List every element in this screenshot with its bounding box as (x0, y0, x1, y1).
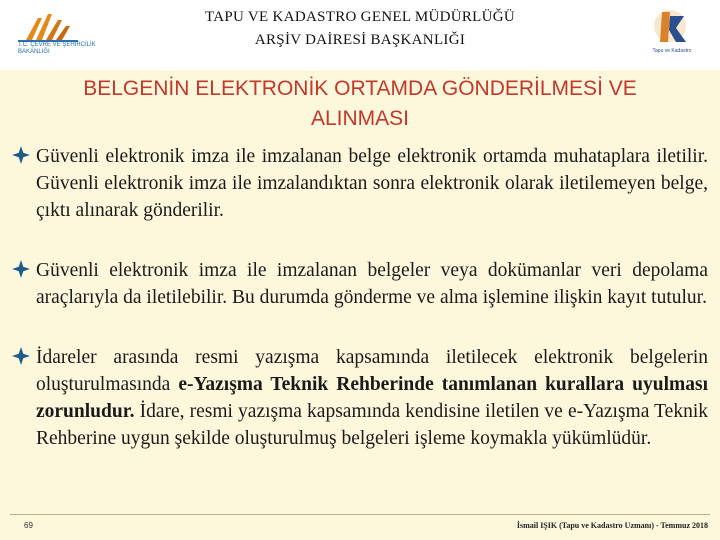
footer-credit: İsmail IŞIK (Tapu ve Kadastro Uzmanı) - Temmuz 2018 (516, 521, 708, 530)
bullet-text-pre: İdareler arasında resmi yazışma kapsamında iletilecek elektronik belgelerin oluşturulmasında (36, 347, 708, 395)
bullet-item (10, 257, 708, 311)
ministry-logo-icon (8, 10, 126, 44)
bullet-text-post: İdare, resmi yazışma kapsamında kendisine iletilen ve e-Yazışma Teknik Rehberine uygun şekilde oluşturulmuş belgeleri işleme koymakla yükümlüdür. (36, 401, 708, 449)
bullet-item (10, 143, 708, 224)
header-line-2: ARŞİV DAİRESİ BAŞKANLIĞI (254, 32, 466, 48)
header-line-1: TAPU VE KADASTRO GENEL MÜDÜRLÜĞÜ (204, 9, 516, 25)
ministry-text: T.C. ÇEVRE VE ŞEHİRCİLİK BAKANLIĞI (18, 42, 96, 55)
tkgm-logo (640, 6, 704, 66)
bullet-text-bold: e-Yazışma Teknik Rehberinde tanımlanan kurallara uyulması zorunludur. (36, 374, 708, 422)
diamond-bullet-icon (10, 144, 32, 166)
bullet-text: Güvenli elektronik imza ile imzalanan belgeler veya dokümanlar veri depolama araçlarıyla da iletilebilir. Bu durumda gönderme ve alma işlemine ilişkin kayıt tutulur. (36, 260, 708, 308)
diamond-bullet-icon (10, 345, 32, 367)
bullet-list (10, 143, 708, 485)
slide-title: BELGENİN ELEKTRONİK ORTAMDA GÖNDERİLMESİ VE ALINMASI (83, 77, 637, 130)
ministry-logo (8, 10, 126, 64)
page-number: 69 (24, 521, 33, 530)
tkgm-logo-icon (640, 6, 704, 48)
footer-divider (10, 514, 710, 515)
header-title (130, 6, 590, 52)
diamond-bullet-icon (10, 258, 32, 280)
bullet-text: Güvenli elektronik imza ile imzalanan belge elektronik ortamda muhataplara iletilir. Güvenli elektronik imza ile imzalandıktan sonra elektronik olarak iletilemeyen belge, çıktı alınarak gönderilir. (36, 146, 708, 221)
tkgm-caption: Tapu ve Kadastro (652, 48, 692, 54)
bullet-item (10, 344, 708, 452)
